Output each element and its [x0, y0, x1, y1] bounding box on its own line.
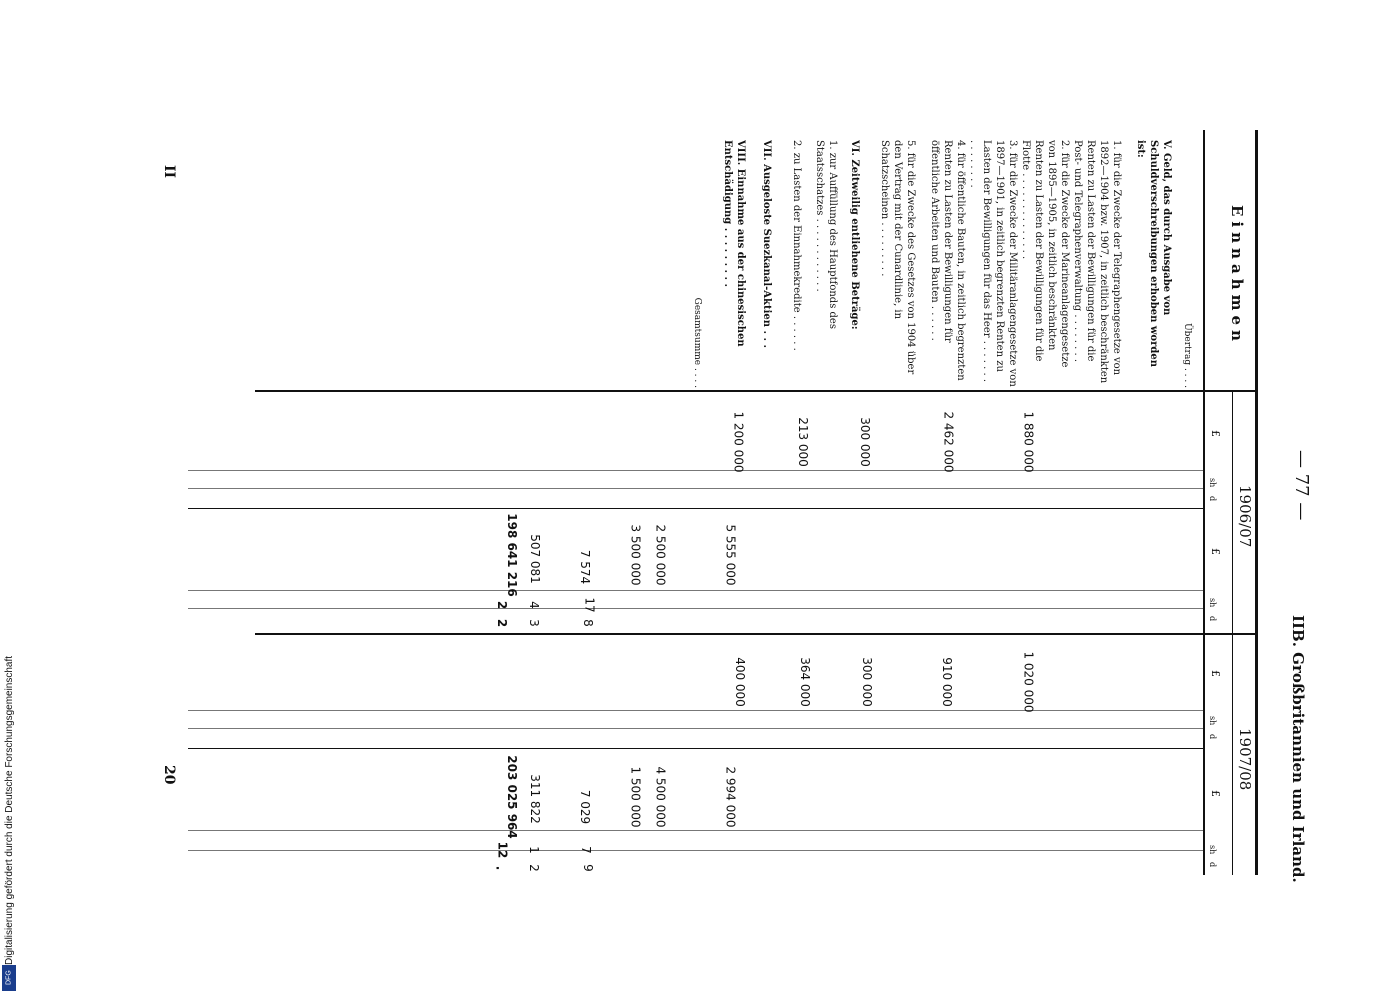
- row-v3-label: 3. für die Zwecke der Militäranlagengesetze von 1897—1901, in zeitlich begrenzten Renten zu Lasten der Bewilligungen für das Heer . . . . . . . . . . . . . . .: [968, 140, 1018, 387]
- y2-pound-tot: £: [1209, 790, 1222, 797]
- y2-v3-sub: 300 000: [859, 657, 874, 707]
- y1-vii-d: 8: [580, 619, 595, 627]
- y1-d-tot: d: [1208, 616, 1217, 622]
- section-title: IIB. Großbritannien und Irland.: [1289, 615, 1307, 883]
- y2-sh-sub: sh: [1208, 716, 1217, 726]
- left-col-header: Einnahmen: [1228, 205, 1246, 346]
- y2-viii-total: 311 822: [527, 774, 542, 824]
- y2-d-sub: d: [1208, 734, 1217, 740]
- y2-v1-sub: 1 020 000: [1021, 651, 1036, 713]
- y1-d-sub: d: [1208, 496, 1217, 502]
- y1-vi2-total: 3 500 000: [628, 524, 643, 586]
- y1-pound-tot: £: [1209, 548, 1222, 555]
- y1-v-total: 5 555 000: [723, 524, 738, 586]
- y1-grand-total: 198 641 216: [504, 513, 519, 597]
- y1-v5-sub: 1 200 000: [731, 411, 746, 473]
- row-v4-label: 4. für öffentliche Bauten, in zeitlich begrenzten Renten zu Lasten der Bewilligungen für öffentliche Arbeiten und Bauten . . . . . .: [929, 140, 966, 381]
- y2-vii-sh: 7: [578, 846, 593, 854]
- row-v5-label: 5. für die Zwecke des Gesetzes von 1904 über den Vertrag mit der Cunardlinie, in Schatzscheinen . . . . . . . . .: [879, 140, 916, 375]
- row-total-label: Gesamtsumme . . . .: [692, 297, 702, 388]
- y2-grand-total: 203 025 964: [504, 755, 519, 839]
- row-uebertrag-label: Übertrag . . . .: [1182, 323, 1192, 388]
- y2-vi2-total: 1 500 000: [628, 766, 643, 828]
- year1-header: 1906/07: [1236, 485, 1254, 548]
- y1-viii-sh: 4: [526, 601, 541, 609]
- y1-v1-sub: 1 880 000: [1021, 411, 1036, 473]
- y1-pound-sub: £: [1209, 430, 1222, 437]
- y2-pound-sub: £: [1209, 670, 1222, 677]
- page-number: — 77 —: [1291, 450, 1312, 521]
- dfg-logo: DFG: [2, 965, 16, 991]
- digitization-note: Digitalisierung gefördert durch die Deutsche Forschungsgemeinschaft: [4, 655, 15, 965]
- y2-viii-d: 2: [526, 864, 541, 872]
- y1-viii-d: 3: [526, 619, 541, 627]
- y2-d-tot: d: [1208, 862, 1217, 868]
- y2-sh-tot: sh: [1208, 845, 1217, 855]
- y1-sh-tot: sh: [1208, 598, 1217, 608]
- footer-left: II: [161, 165, 177, 179]
- row-vii-label: VII. Ausgeloste Suezkanal-Aktien . . .: [761, 140, 772, 348]
- y2-vii-total: 7 029: [578, 789, 593, 825]
- y1-sh-sub: sh: [1208, 478, 1217, 488]
- y1-v2-sub: 2 462 000: [941, 411, 956, 473]
- row-vi1-label: 1. zur Auffüllung des Hauptfonds des Staatsschatzes . . . . . . . . . . . .: [814, 140, 838, 329]
- y2-v5-sub: 400 000: [732, 657, 747, 707]
- y1-vii-total: 7 574: [578, 549, 593, 585]
- footer-right: 20: [161, 765, 177, 785]
- y2-v-total: 2 994 000: [723, 766, 738, 828]
- row-vi-heading: VI. Zeitweilig entliehene Beträge:: [849, 140, 860, 330]
- y1-viii-total: 507 081: [527, 534, 542, 584]
- y2-viii-sh: 1: [526, 846, 541, 854]
- y1-v4-sub: 213 000: [795, 417, 810, 467]
- y2-v2-sub: 910 000: [939, 657, 954, 707]
- row-v2-label: 2. für die Zwecke der Marineanlagengesetze von 1895—1905, in zeitlich beschränkten Renten zu Lasten der Bewilligungen für die Flotte . . . . . . . . . . . . . .: [1020, 140, 1070, 368]
- y1-vi1-total: 2 500 000: [653, 524, 668, 586]
- y1-vii-sh: 17: [582, 597, 597, 613]
- y2-v4-sub: 364 000: [797, 657, 812, 707]
- y1-grand-sh: 2: [495, 600, 510, 610]
- y2-vii-d: 9: [580, 864, 595, 872]
- year2-header: 1907/08: [1236, 728, 1254, 791]
- row-vi2-label: 2. zu Lasten der Einnahmekredite . . . . . .: [791, 140, 802, 351]
- row-viii-label: VIII. Einnahme aus der chinesischen Entschädigung . . . . . . . . .: [722, 140, 746, 347]
- y2-grand-sh: 12: [495, 841, 510, 859]
- y2-vi1-total: 4 500 000: [653, 766, 668, 828]
- y2-grand-d: .: [493, 865, 508, 871]
- row-v1-label: 1. für die Zwecke der Telegraphengesetze von 1892—1904 bzw. 1907, in zeitlich beschränkten Renten zu Lasten der Bewilligungen für die Post- und Telegraphenverwaltung . . . . . . . .: [1072, 140, 1122, 384]
- y1-grand-d: 2: [495, 618, 510, 628]
- row-v-heading: V. Geld, das durch Ausgabe von Schuldverschreibungen erhoben worden ist:: [1135, 140, 1172, 367]
- y1-v3-sub: 300 000: [857, 417, 872, 467]
